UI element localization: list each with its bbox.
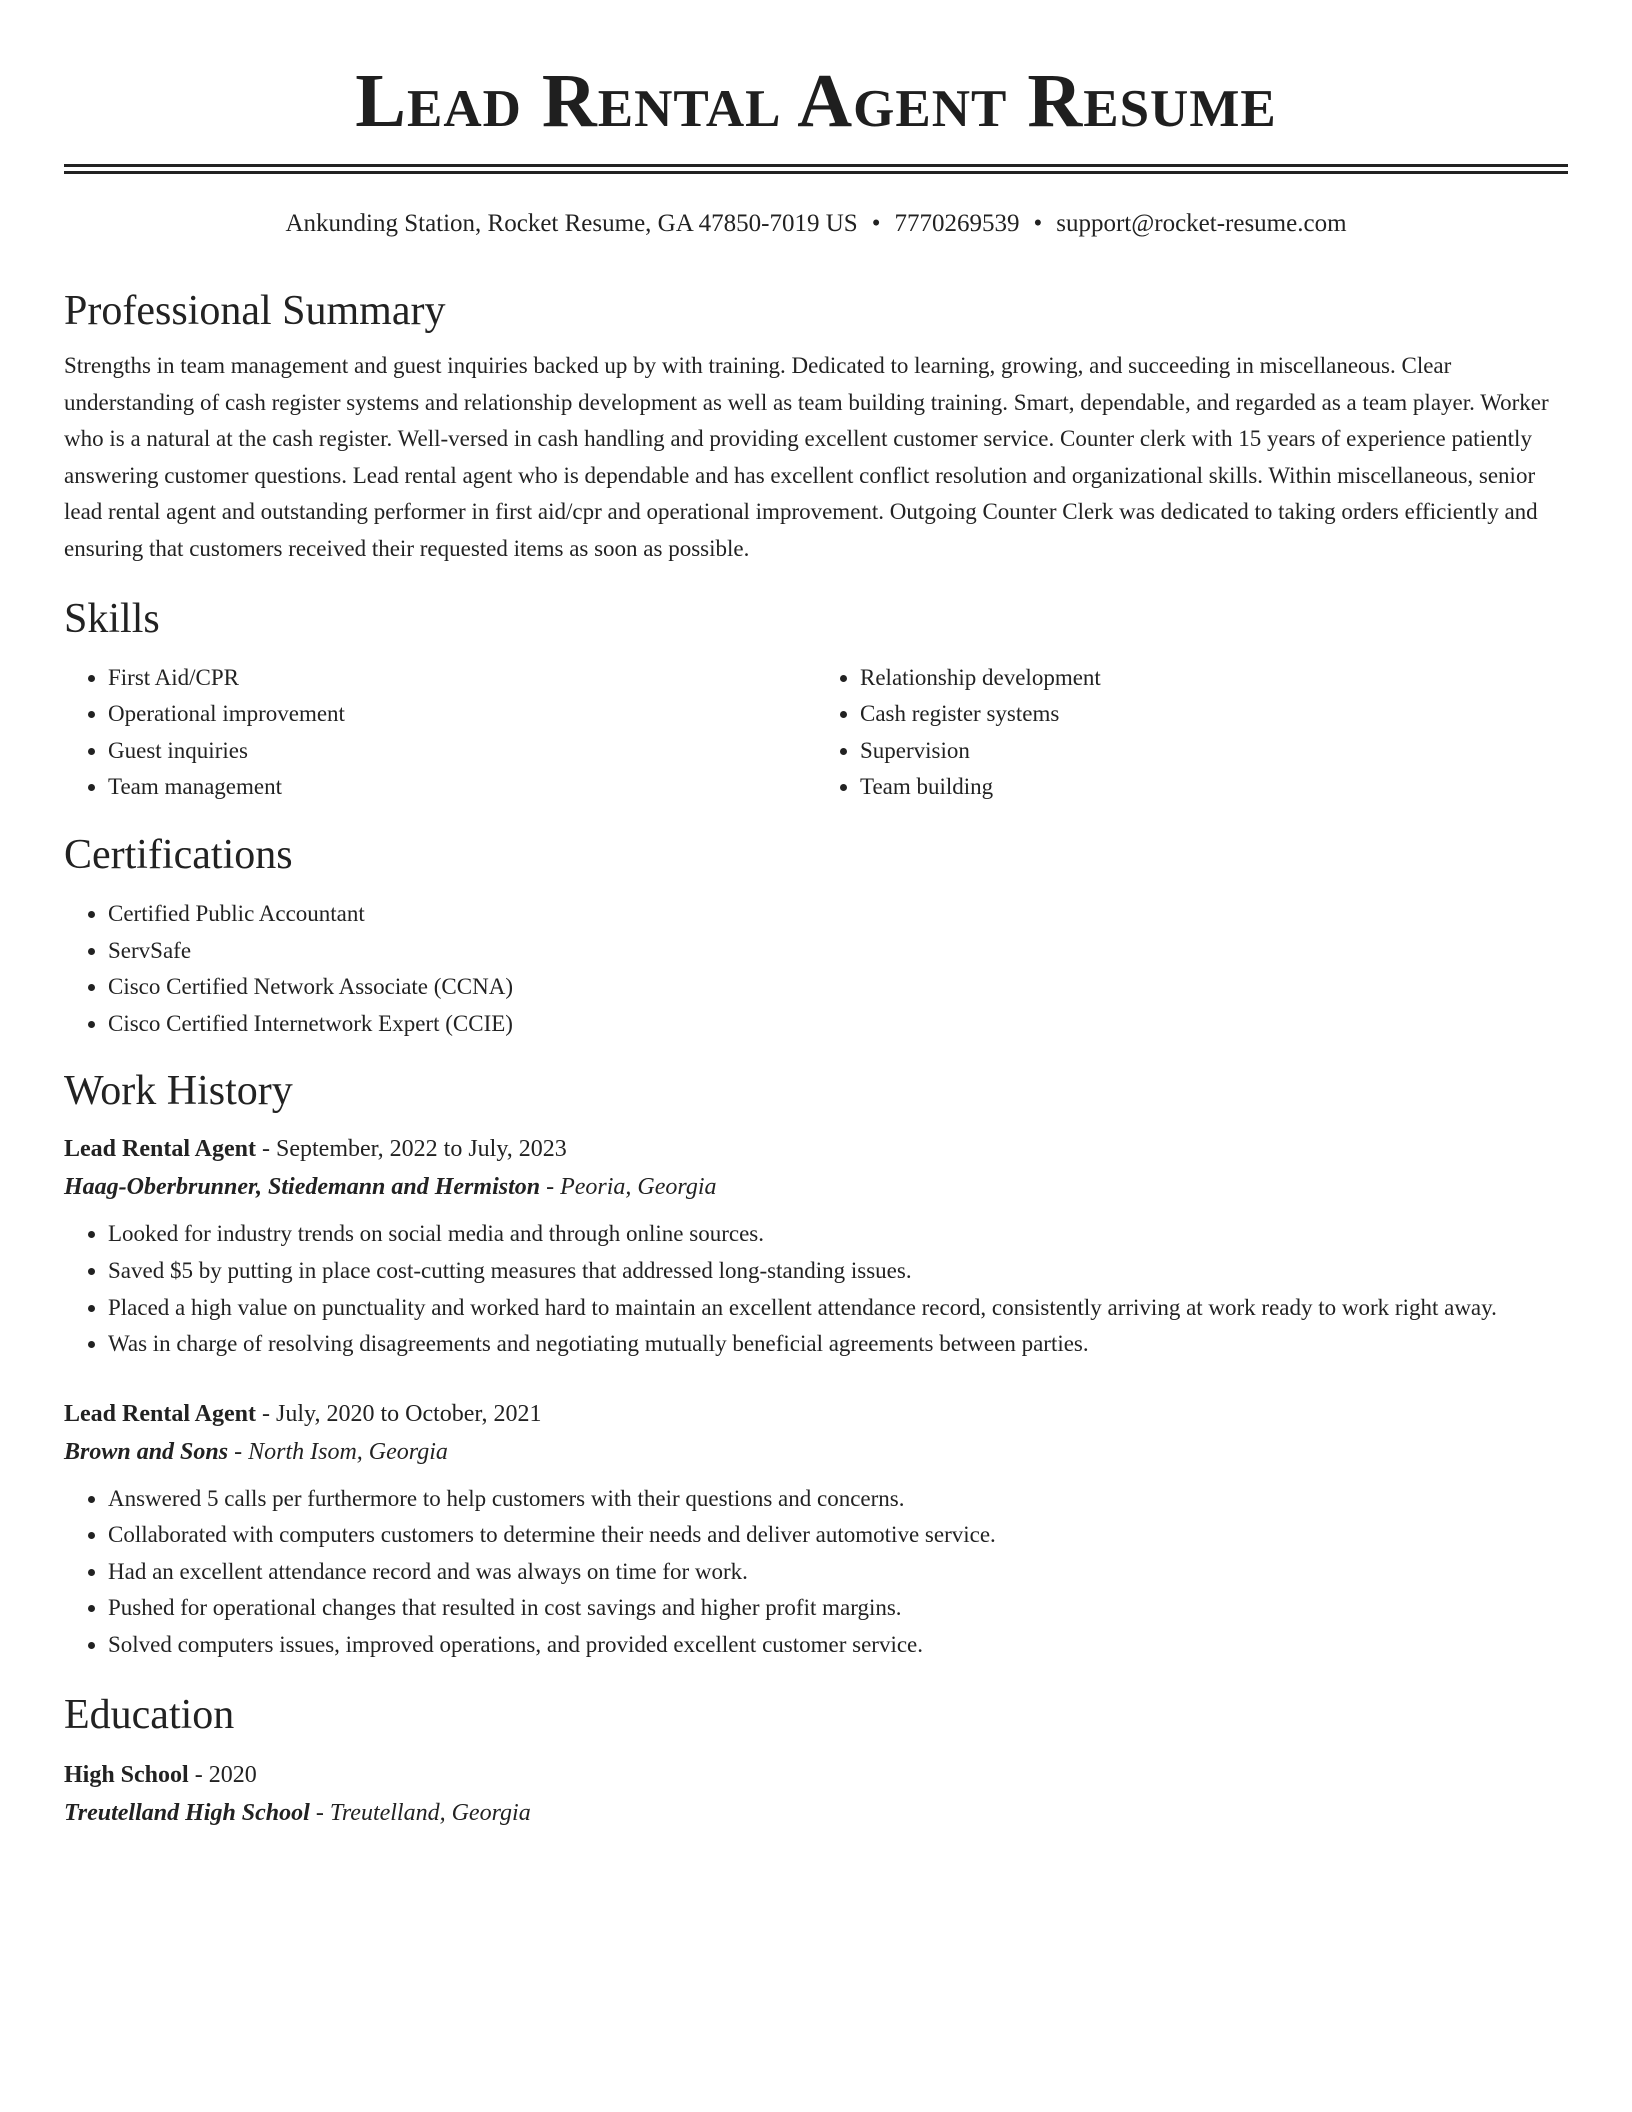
certifications-list	[64, 896, 1568, 1042]
certifications-heading: Certifications	[64, 831, 293, 878]
skills-columns	[64, 660, 1568, 806]
contact-address: Ankunding Station, Rocket Resume, GA 47850-7019 US	[285, 210, 858, 237]
certification-item: • ServSafe	[108, 933, 1568, 970]
job-dates: July, 2020 to October, 2021	[276, 1400, 542, 1427]
education-section	[64, 1690, 1568, 1832]
job-bullet: • Solved computers issues, improved operations, and provided excellent customer service.	[108, 1627, 1568, 1664]
certification-item: • Certified Public Accountant	[108, 896, 1568, 933]
job-bullets	[64, 1481, 1568, 1664]
job-header: Lead Rental Agent - September, 2022 to July, 2023	[64, 1136, 567, 1163]
job-company-line: Brown and Sons - North Isom, Georgia	[64, 1438, 448, 1465]
title-double-rule	[64, 164, 1568, 174]
contact-separator: •	[871, 210, 881, 237]
contact-email: support@rocket-resume.com	[1056, 210, 1347, 237]
job-bullet: • Collaborated with computers customers to determine their needs and deliver automotive service.	[108, 1517, 1568, 1554]
contact-separator: •	[1033, 210, 1043, 237]
education-school-line: Treutelland High School - Treutelland, Georgia	[64, 1799, 531, 1826]
education-header: High School - 2020	[64, 1761, 257, 1788]
job-bullet: • Placed a high value on punctuality and worked hard to maintain an excellent attendance record, consistently arriving at work ready to work right away.	[108, 1290, 1568, 1327]
skills-section	[64, 594, 1568, 806]
job-bullet: • Looked for industry trends on social media and through online sources.	[108, 1216, 1568, 1253]
skill-item: • First Aid/CPR	[108, 660, 816, 697]
summary-section	[64, 286, 1568, 568]
job-location: North Isom, Georgia	[248, 1438, 448, 1465]
resume-title: Lead Rental Agent Resume	[355, 59, 1277, 143]
job-location: Peoria, Georgia	[560, 1174, 717, 1201]
certifications-section	[64, 830, 1568, 1042]
skills-heading: Skills	[64, 595, 160, 642]
skill-item: • Operational improvement	[108, 696, 816, 733]
skill-item: • Guest inquiries	[108, 733, 816, 770]
summary-heading: Professional Summary	[64, 288, 446, 334]
job-company: Haag-Oberbrunner, Stiedemann and Hermiston	[64, 1174, 541, 1201]
work-history-heading: Work History	[64, 1068, 293, 1115]
skills-list-left	[64, 660, 816, 806]
certification-item: • Cisco Certified Network Associate (CCNA)	[108, 969, 1568, 1006]
job-bullet: • Was in charge of resolving disagreements and negotiating mutually beneficial agreements between parties.	[108, 1326, 1568, 1363]
work-history-section	[64, 1066, 1568, 1663]
job-header: Lead Rental Agent - July, 2020 to October, 2021	[64, 1400, 542, 1427]
job-bullet: • Answered 5 calls per furthermore to help customers with their questions and concerns.	[108, 1481, 1568, 1518]
education-location: Treutelland, Georgia	[329, 1799, 531, 1826]
job-title: Lead Rental Agent	[64, 1400, 256, 1427]
education-year: 2020	[208, 1761, 257, 1788]
job-title: Lead Rental Agent	[64, 1136, 256, 1163]
education-degree: High School	[64, 1761, 189, 1788]
skill-item: • Supervision	[860, 733, 1568, 770]
education-school: Treutelland High School	[64, 1799, 310, 1826]
skill-item: • Team building	[860, 769, 1568, 806]
contact-phone: 7770269539	[894, 210, 1020, 237]
job-bullet: • Saved $5 by putting in place cost-cutting measures that addressed long-standing issues.	[108, 1253, 1568, 1290]
job-bullet: • Had an excellent attendance record and was always on time for work.	[108, 1554, 1568, 1591]
skill-item: • Team management	[108, 769, 816, 806]
job-bullets	[64, 1216, 1568, 1362]
job-dates: September, 2022 to July, 2023	[276, 1136, 567, 1163]
job-entry	[64, 1395, 1568, 1664]
certification-item: • Cisco Certified Internetwork Expert (CCIE)	[108, 1006, 1568, 1043]
contact-line	[64, 208, 1568, 240]
skills-list-right	[816, 660, 1568, 806]
summary-text: Strengths in team management and guest inquiries backed up by with training. Dedicated to learning, growing, and succeeding in miscellaneous. Clear understanding of cash register systems and relationship development as well as team building training. Smart, dependable, and regarded as a team player. Worker who is a natural at the cash register. Well-versed in cash handling and providing excellent customer service. Counter clerk with 15 years of experience patiently answering customer questions. Lead rental agent who is dependable and has excellent conflict resolution and organizational skills. Within miscellaneous, senior lead rental agent and outstanding performer in first aid/cpr and operational improvement. Outgoing Counter Clerk was dedicated to taking orders efficiently and ensuring that customers received their requested items as soon as possible.	[64, 353, 1549, 561]
job-company-line: Haag-Oberbrunner, Stiedemann and Hermiston - Peoria, Georgia	[64, 1174, 717, 1201]
skill-item: • Relationship development	[860, 660, 1568, 697]
job-company: Brown and Sons	[64, 1438, 229, 1465]
skill-item: • Cash register systems	[860, 696, 1568, 733]
job-entry	[64, 1130, 1568, 1362]
job-bullet: • Pushed for operational changes that resulted in cost savings and higher profit margins.	[108, 1590, 1568, 1627]
education-heading: Education	[64, 1691, 235, 1738]
